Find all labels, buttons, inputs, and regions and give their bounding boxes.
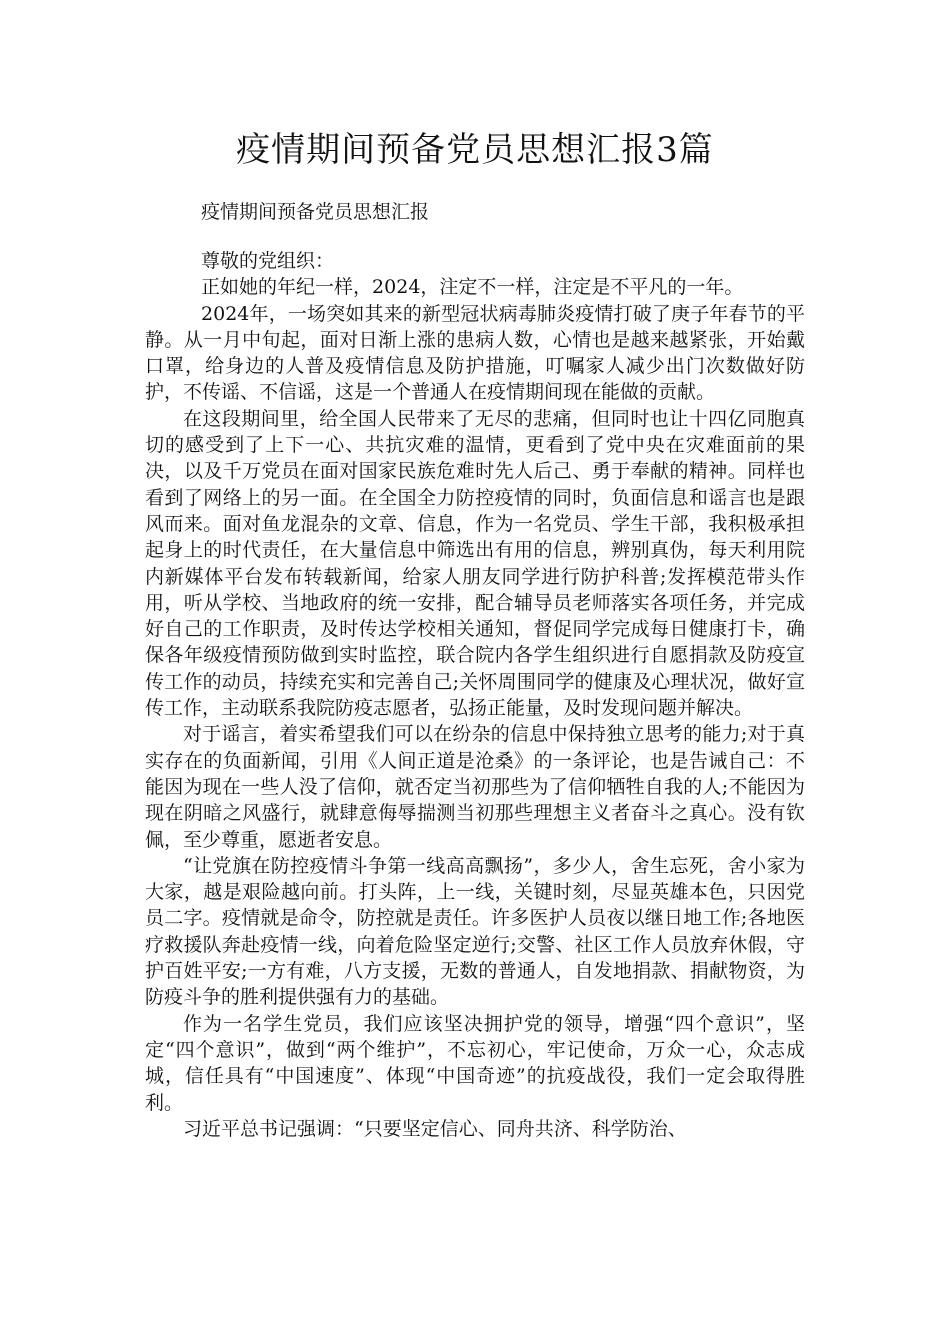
paragraph: 习近平总书记强调：“只要坚定信心、同舟共济、科学防治、	[183, 1117, 687, 1140]
paragraph: 在这段期间里，给全国人民带来了无尽的悲痛，但同时也让十四亿同胞真切的感受到了上下一心、共抗灾难的温情，更看到了党中央在灾难面前的果决，以及千万党员在面对国家民族危难时先人后己、勇于奉献的精神。同样也看到了网络上的另一面。在全国全力防控疫情的同时，负面信息和谣言也是跟风而来。面对鱼龙混杂的文章、信息，作为一名党员、学生干部，我积极承担起身上的时代责任，在大量信息中筛选出有用的信息，辨别真伪，每天利用院内新媒体平台发布转载新闻，给家人朋友同学进行防护科普;发挥模范带头作用，听从学校、当地政府的统一安排，配合辅导员老师落实各项任务，并完成好自己的工作职责，及时传达学校相关通知，督促同学完成每日健康打卡，确保各年级疫情预防做到实时监控，联合院内各学生组织进行自愿捐款及防疫宣传工作的动员，持续充实和完善自己;关怀周围同学的健康及心理状况，做好宣传工作，主动联系我院防疫志愿者，弘扬正能量，及时发现问题并解决。	[145, 407, 805, 720]
paragraph: 作为一名学生党员，我们应该坚决拥护党的领导，增强“四个意识”，坚定“四个意识”，做到“两个维护”，不忘初心，牢记使命，万众一心，众志成城，信任具有“中国速度”、体现“中国奇迹”的抗疫战役，我们一定会取得胜利。	[145, 1012, 805, 1114]
salutation: 尊敬的党组织：	[201, 250, 335, 272]
document-subtitle: 疫情期间预备党员思想汇报	[201, 201, 430, 223]
paragraph: 对于谣言，着实希望我们可以在纷杂的信息中保持独立思考的能力;对于真实存在的负面新闻，引用《人间正道是沧桑》的一条评论，也是告诫自己：不能因为现在一些人没了信仰，就否定当初那些为了信仰牺牲自我的人;不能因为现在阴暗之风盛行，就肆意侮辱揣测当初那些理想主义者奋斗之真心。没有钦佩，至少尊重，愿逝者安息。	[145, 723, 805, 851]
paragraph: “让党旗在防控疫情斗争第一线高高飘扬”，多少人，舍生忘死，舍小家为大家，越是艰险越向前。打头阵，上一线，关键时刻，尽显英雄本色，只因党员二字。疫情就是命令，防控就是责任。许多医护人员夜以继日地工作;各地医疗救援队奔赴疫情一线，向着危险坚定逆行;交警、社区工作人员放弃休假，守护百姓平安;一方有难，八方支援，无数的普通人，自发地捐款、捐献物资，为防疫斗争的胜利提供强有力的基础。	[145, 854, 805, 1009]
document-body	[145, 248, 805, 1142]
paragraph: 2024年，一场突如其来的新型冠状病毒肺炎疫情打破了庚子年春节的平静。从一月中旬起，面对日渐上涨的患病人数，心情也是越来越紧张，开始戴口罩，给身边的人普及疫情信息及防护措施，叮嘱家人减少出门次数做好防护，不传谣、不信谣，这是一个普通人在疫情期间现在能做的贡献。	[145, 302, 805, 404]
document-title: 疫情期间预备党员思想汇报3篇	[236, 130, 714, 170]
paragraph: 正如她的年纪一样，2024，注定不一样，注定是不平凡的一年。	[201, 276, 744, 299]
